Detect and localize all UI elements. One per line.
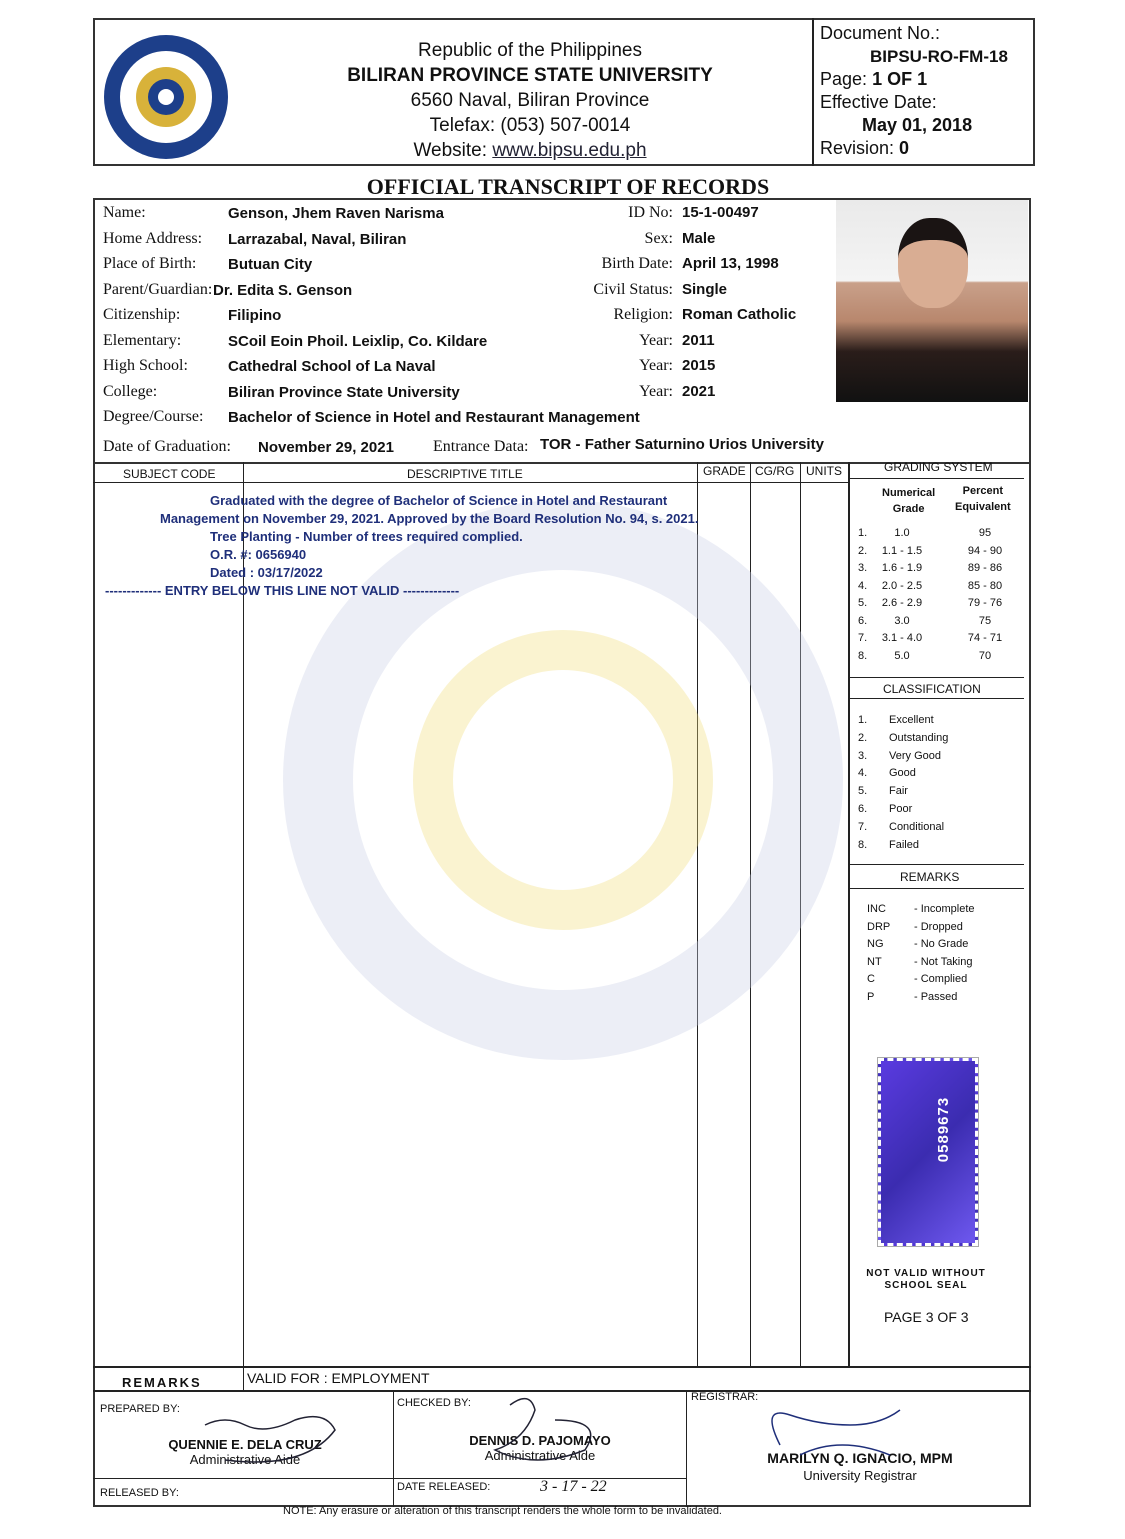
doc-no: BIPSU-RO-FM-18 bbox=[870, 47, 1008, 66]
page-count: PAGE 3 OF 3 bbox=[884, 1309, 969, 1325]
info-value: Butuan City bbox=[228, 256, 313, 273]
graduation-label: Date of Graduation: bbox=[103, 438, 231, 455]
info-value: Cathedral School of La Naval bbox=[228, 358, 436, 375]
grade-row-grade: 3.1 - 4.0 bbox=[881, 632, 923, 644]
grade-row-num: 5. bbox=[858, 597, 868, 609]
class-name: Conditional bbox=[889, 820, 945, 833]
info-value: 2011 bbox=[682, 331, 715, 349]
info-value: SCoil Eoin Phoil. Leixlip, Co. Kildare bbox=[228, 332, 488, 350]
grade-row-percent: 85 - 80 bbox=[967, 579, 1003, 592]
info-value: 2021 bbox=[682, 382, 716, 400]
grade-row-num: 7. bbox=[858, 632, 868, 644]
page-label: Page: bbox=[820, 69, 868, 89]
info-label: Parent/Guardian: bbox=[103, 280, 213, 298]
info-value: Genson, Jhem Raven Narisma bbox=[228, 205, 444, 222]
remark-meaning: - Not Taking bbox=[914, 955, 973, 968]
info-label: Year: bbox=[639, 331, 673, 349]
info-value: Male bbox=[682, 229, 716, 247]
grade-row-percent: 89 - 86 bbox=[967, 562, 1003, 574]
grade-row-grade: 1.0 bbox=[894, 527, 910, 539]
info-value: Dr. Edita S. Genson bbox=[213, 281, 353, 299]
remark-meaning: - Incomplete bbox=[914, 903, 975, 915]
class-name: Outstanding bbox=[889, 731, 949, 744]
info-label: Elementary: bbox=[103, 331, 182, 349]
registrar-label: REGISTRAR: bbox=[691, 1391, 759, 1403]
header-republic: Republic of the Philippines bbox=[418, 40, 642, 61]
grade-header: Numerical bbox=[882, 487, 936, 499]
class-num: 4. bbox=[858, 767, 868, 780]
header-telefax: Telefax: (053) 507-0014 bbox=[429, 115, 631, 136]
grade-row-percent: 74 - 71 bbox=[967, 632, 1003, 644]
school-seal-text: SCHOOL SEAL bbox=[884, 1280, 968, 1291]
info-label: Citizenship: bbox=[103, 306, 181, 323]
class-num: 3. bbox=[858, 749, 868, 762]
classification-title: CLASSIFICATION bbox=[883, 682, 981, 696]
col-descriptive-title: DESCRIPTIVE TITLE bbox=[407, 467, 523, 481]
info-label: Birth Date: bbox=[601, 255, 673, 272]
university-seal-icon bbox=[102, 32, 230, 162]
website-label: Website: bbox=[413, 140, 493, 161]
info-label: Home Address: bbox=[103, 229, 203, 247]
info-label: Civil Status: bbox=[593, 280, 673, 298]
remarks-label: REMARKS bbox=[122, 1375, 202, 1390]
header-address: 6560 Naval, Biliran Province bbox=[410, 90, 650, 111]
info-value: Single bbox=[682, 280, 728, 298]
info-label: Year: bbox=[639, 382, 673, 400]
grade-row-percent: 95 bbox=[978, 527, 992, 539]
grade-row-num: 4. bbox=[858, 579, 868, 592]
grade-row-grade: 5.0 bbox=[894, 649, 910, 662]
body-line-1: Graduated with the degree of Bachelor of Science in Hotel and Restaurant bbox=[210, 493, 668, 508]
grade-row-grade: 2.6 - 2.9 bbox=[881, 597, 923, 609]
grade-row-grade: 1.1 - 1.5 bbox=[881, 544, 923, 557]
info-value: Larrazabal, Naval, Biliran bbox=[228, 230, 407, 248]
class-num: 5. bbox=[858, 785, 868, 798]
student-photo bbox=[836, 200, 1028, 402]
grade-row-percent: 70 bbox=[978, 649, 992, 662]
grade-row-num: 8. bbox=[858, 649, 868, 662]
invalidation-note: NOTE: Any erasure or alteration of this transcript renders the whole form to be invalidated. bbox=[283, 1505, 722, 1517]
prepared-name: QUENNIE E. DELA CRUZ bbox=[168, 1437, 322, 1452]
info-label: College: bbox=[103, 382, 158, 400]
remarks-value: VALID FOR : EMPLOYMENT bbox=[247, 1370, 430, 1386]
info-label: Name: bbox=[103, 204, 146, 221]
registrar-name: MARILYN Q. IGNACIO, MPM bbox=[767, 1450, 953, 1466]
grade-row-percent: 79 - 76 bbox=[967, 597, 1003, 609]
info-value: 2015 bbox=[682, 357, 716, 374]
remark-meaning: - No Grade bbox=[914, 938, 969, 950]
body-line-4: O.R. #: 0656940 bbox=[210, 547, 307, 562]
date-released: 3 - 17 - 22 bbox=[540, 1478, 607, 1495]
body-line-3: Tree Planting - Number of trees required complied. bbox=[210, 529, 523, 544]
grade-row-percent: 75 bbox=[978, 614, 992, 627]
class-num: 1. bbox=[858, 714, 868, 726]
body-line-5: Dated : 03/17/2022 bbox=[210, 565, 323, 580]
effective-date: May 01, 2018 bbox=[862, 115, 973, 135]
info-value: Roman Catholic bbox=[682, 306, 797, 323]
prepared-title: Administrative Aide bbox=[189, 1452, 301, 1467]
percent-header-2: Equivalent bbox=[955, 501, 1011, 513]
graduation-date: November 29, 2021 bbox=[258, 439, 394, 456]
class-name: Fair bbox=[889, 785, 908, 798]
info-label: Year: bbox=[639, 357, 673, 374]
revision-label: Revision: bbox=[820, 138, 895, 158]
stamp-number: 0589673 bbox=[935, 1096, 953, 1163]
info-value: Bachelor of Science in Hotel and Restaurant Management bbox=[228, 409, 640, 426]
checked-name: DENNIS D. PAJOMAYO bbox=[469, 1433, 611, 1448]
effective-date-label: Effective Date: bbox=[820, 92, 937, 112]
info-label: Religion: bbox=[613, 306, 673, 323]
info-value: April 13, 1998 bbox=[682, 255, 779, 272]
grade-row-num: 6. bbox=[858, 614, 868, 627]
class-name: Very Good bbox=[889, 749, 941, 762]
col-grading-system: GRADING SYSTEM bbox=[884, 460, 993, 474]
class-name: Poor bbox=[889, 803, 913, 815]
signature-marks bbox=[180, 1395, 980, 1475]
info-value: Filipino bbox=[228, 307, 282, 324]
page-value: 1 OF 1 bbox=[872, 69, 928, 89]
entrance-label: Entrance Data: bbox=[433, 438, 529, 455]
revision-value: 0 bbox=[899, 138, 910, 158]
remark-meaning: - Dropped bbox=[914, 920, 963, 933]
class-num: 6. bbox=[858, 803, 868, 815]
remarks-title: REMARKS bbox=[900, 870, 960, 884]
remark-code: C bbox=[867, 973, 875, 985]
info-label: Degree/Course: bbox=[103, 408, 204, 425]
remark-code: NG bbox=[867, 938, 884, 950]
grade-row-percent: 94 - 90 bbox=[967, 544, 1003, 557]
class-num: 7. bbox=[858, 820, 868, 833]
info-value: Biliran Province State University bbox=[228, 383, 460, 401]
documentary-stamp bbox=[878, 1058, 978, 1246]
class-num: 2. bbox=[858, 731, 868, 744]
col-units: UNITS bbox=[806, 464, 842, 478]
grade-row-num: 2. bbox=[858, 544, 868, 557]
header-university: BILIRAN PROVINCE STATE UNIVERSITY bbox=[347, 65, 713, 86]
remark-code: INC bbox=[867, 903, 886, 915]
info-label: Place of Birth: bbox=[103, 255, 197, 272]
body-line-6: ------------- ENTRY BELOW THIS LINE NOT VALID ------------- bbox=[105, 583, 460, 598]
not-valid-text: NOT VALID WITHOUT bbox=[866, 1268, 986, 1279]
doc-no-label: Document No.: bbox=[820, 23, 941, 43]
class-name: Good bbox=[889, 767, 916, 780]
grade-header-2: Grade bbox=[892, 503, 925, 515]
released-by-label: RELEASED BY: bbox=[100, 1487, 179, 1499]
grade-row-num: 1. bbox=[858, 527, 868, 539]
grade-row-num: 3. bbox=[858, 562, 868, 574]
info-label: Sex: bbox=[644, 229, 673, 247]
col-grade: GRADE bbox=[703, 464, 746, 478]
entrance-data: TOR - Father Saturnino Urios University bbox=[540, 436, 824, 453]
info-label: High School: bbox=[103, 357, 188, 374]
class-name: Excellent bbox=[889, 714, 934, 726]
website-link[interactable]: www.bipsu.edu.ph bbox=[492, 140, 647, 161]
col-subject-code: SUBJECT CODE bbox=[123, 467, 216, 481]
info-value: 15-1-00497 bbox=[682, 204, 759, 221]
prepared-by-label: PREPARED BY: bbox=[100, 1403, 180, 1415]
checked-by-label: CHECKED BY: bbox=[397, 1397, 471, 1409]
checked-title: Administrative Aide bbox=[484, 1448, 596, 1463]
body-line-2: Management on November 29, 2021. Approved by the Board Resolution No. 94, s. 2021. bbox=[160, 511, 699, 526]
grade-row-grade: 2.0 - 2.5 bbox=[881, 579, 923, 592]
grade-row-grade: 1.6 - 1.9 bbox=[881, 562, 923, 574]
percent-header: Percent bbox=[962, 485, 1003, 497]
remark-code: NT bbox=[867, 955, 882, 968]
date-released-label: DATE RELEASED: bbox=[397, 1481, 491, 1493]
remark-code: DRP bbox=[867, 920, 891, 933]
col-cgrg: CG/RG bbox=[755, 464, 795, 478]
info-label: ID No: bbox=[628, 204, 673, 221]
grade-row-grade: 3.0 bbox=[894, 614, 910, 627]
remark-meaning: - Passed bbox=[914, 990, 958, 1003]
remark-meaning: - Complied bbox=[914, 973, 968, 985]
class-num: 8. bbox=[858, 838, 868, 851]
remark-code: P bbox=[867, 990, 875, 1003]
registrar-title: University Registrar bbox=[803, 1468, 917, 1483]
class-name: Failed bbox=[889, 838, 919, 851]
document-title: OFFICIAL TRANSCRIPT OF RECORDS bbox=[366, 174, 770, 199]
